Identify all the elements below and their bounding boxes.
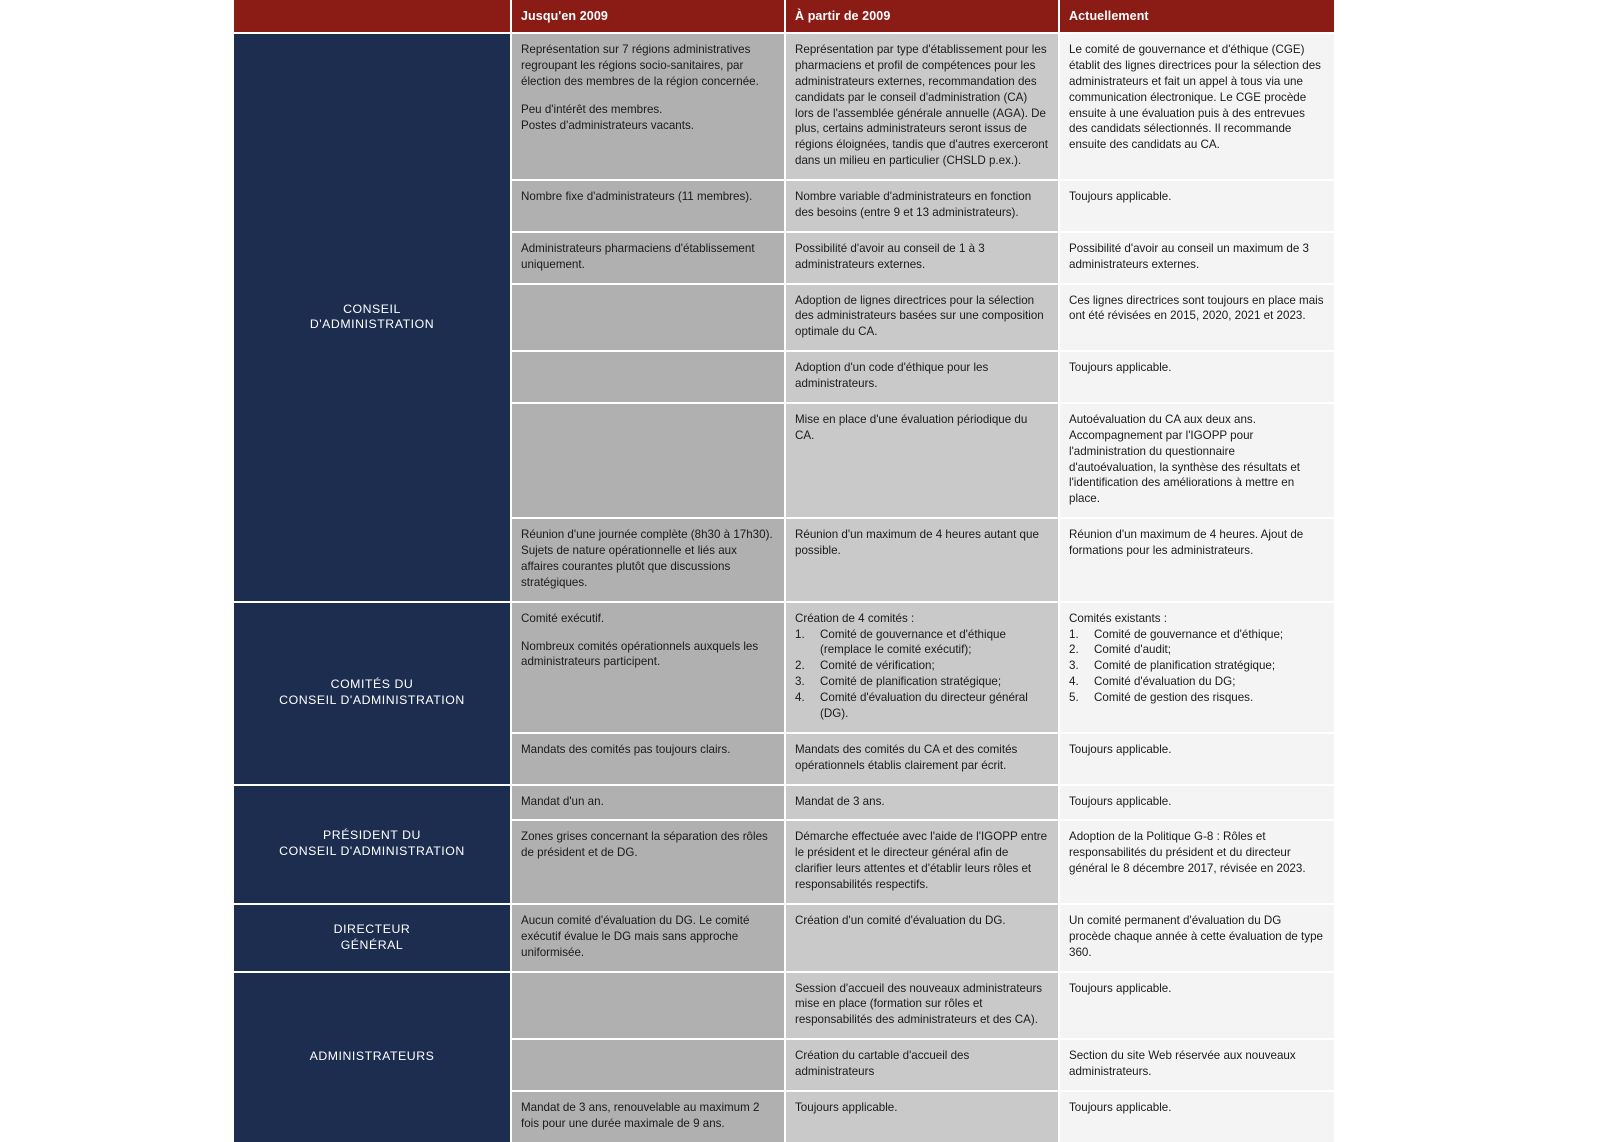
cell-paragraph: Toujours applicable. bbox=[1069, 981, 1172, 995]
category-label-line: COMITÉS DU bbox=[330, 677, 414, 692]
cell-paragraph: Mandats des comités du CA et des comités opérationnels établis clairement par écrit. bbox=[795, 742, 1018, 772]
governance-comparison-table bbox=[234, 0, 1334, 1130]
list-item: Comité d'évaluation du DG; bbox=[1094, 675, 1236, 689]
cell-col2 bbox=[786, 903, 1060, 971]
cell-col2 bbox=[786, 179, 1060, 231]
header-actuellement: Actuellement bbox=[1060, 0, 1334, 32]
table-row bbox=[234, 784, 1334, 820]
cell-paragraph: Comité exécutif. bbox=[521, 611, 605, 625]
cell-paragraph: Mandat d'un an. bbox=[521, 794, 604, 808]
cell-col3 bbox=[1060, 32, 1334, 179]
category-label-line: CONSEIL D'ADMINISTRATION bbox=[279, 693, 465, 708]
cell-paragraph: Mise en place d'une évaluation périodique du CA. bbox=[795, 412, 1028, 442]
cell-paragraph: Toujours applicable. bbox=[1069, 1100, 1172, 1114]
cell-paragraph: Nombre variable d'administrateurs en fonction des besoins (entre 9 et 13 administrateurs). bbox=[795, 190, 1032, 219]
cell-paragraph: Un comité permanent d'évaluation du DG procède chaque année à cette évaluation de type 360. bbox=[1069, 913, 1323, 959]
cell-paragraph: Toujours applicable. bbox=[1069, 361, 1172, 375]
cell-paragraph: Peu d'intérêt des membres. Postes d'administrateurs vacants. bbox=[521, 102, 694, 132]
table-row bbox=[234, 32, 1334, 179]
cell-paragraph: Toujours applicable. bbox=[795, 1100, 898, 1114]
cell-paragraph: Ces lignes directrices sont toujours en place mais ont été révisées en 2015, 2020, 2021 et 2023. bbox=[1069, 293, 1324, 323]
cell-paragraph: Adoption de lignes directrices pour la sélection des administrateurs basées sur une composition optimale du CA. bbox=[795, 293, 1044, 339]
category-label-line: D'ADMINISTRATION bbox=[309, 317, 435, 332]
cell-col1 bbox=[512, 402, 786, 517]
cell-col1 bbox=[512, 350, 786, 402]
table bbox=[234, 0, 1334, 1142]
cell-col2 bbox=[786, 231, 1060, 283]
table-row bbox=[234, 971, 1334, 1039]
cell-col3 bbox=[1060, 231, 1334, 283]
cell-col3 bbox=[1060, 1090, 1334, 1142]
cell-col2 bbox=[786, 283, 1060, 351]
cell-paragraph: Adoption d'un code d'éthique pour les administrateurs. bbox=[795, 361, 989, 390]
cell-col3 bbox=[1060, 283, 1334, 351]
cell-col3 bbox=[1060, 402, 1334, 517]
cell-col2 bbox=[786, 1038, 1060, 1090]
header-jusquen-2009: Jusqu'en 2009 bbox=[512, 0, 786, 32]
cell-col2 bbox=[786, 784, 1060, 820]
cell-paragraph: Toujours applicable. bbox=[1069, 742, 1172, 756]
cell-col1 bbox=[512, 732, 786, 784]
cell-col1 bbox=[512, 819, 786, 903]
cell-paragraph: Section du site Web réservée aux nouveaux administrateurs. bbox=[1069, 1049, 1296, 1078]
cell-paragraph: Mandat de 3 ans. bbox=[795, 794, 885, 808]
cell-paragraph: Administrateurs pharmaciens d'établissement uniquement. bbox=[521, 241, 755, 271]
cell-col2 bbox=[786, 1090, 1060, 1142]
cell-col1 bbox=[512, 1038, 786, 1090]
cell-paragraph: Toujours applicable. bbox=[1069, 794, 1172, 808]
list-item: Comité de gestion des risques. bbox=[1094, 691, 1254, 704]
list-item: Comité de planification stratégique; bbox=[820, 675, 1002, 689]
list-item: Comité de vérification; bbox=[820, 659, 935, 673]
cell-paragraph: Réunion d'un maximum de 4 heures. Ajout de formations pour les administrateurs. bbox=[1069, 528, 1304, 557]
cell-paragraph: Réunion d'une journée complète (8h30 à 17h30). Sujets de nature opérationnelle et liés aux affaires courantes plutôt que discussions stratégiques. bbox=[521, 528, 773, 589]
cell-col2 bbox=[786, 517, 1060, 601]
table-row bbox=[234, 601, 1334, 732]
list-item: Comité d'audit; bbox=[1094, 643, 1171, 657]
cell-col2 bbox=[786, 402, 1060, 517]
cell-col2 bbox=[786, 350, 1060, 402]
cell-paragraph: Aucun comité d'évaluation du DG. Le comité exécutif évalue le DG mais sans approche uniformisée. bbox=[521, 913, 750, 959]
category-cell-conseil-administration bbox=[234, 32, 512, 601]
cell-col1 bbox=[512, 231, 786, 283]
cell-col3 bbox=[1060, 350, 1334, 402]
category-cell-administrateurs bbox=[234, 971, 512, 1142]
cell-paragraph: Création d'un comité d'évaluation du DG. bbox=[795, 913, 1006, 927]
cell-col2 bbox=[786, 971, 1060, 1039]
list-heading: Comités existants : bbox=[1069, 611, 1167, 625]
list-item: Comité d'évaluation du directeur général (DG). bbox=[820, 691, 1028, 720]
cell-paragraph: Démarche effectuée avec l'aide de l'IGOPP entre le président et le directeur général afin de clarifier leurs attentes et d'établir leurs rôles et responsabilités respectifs. bbox=[795, 830, 1048, 891]
category-label-line: DIRECTEUR bbox=[333, 921, 411, 936]
table-row bbox=[234, 903, 1334, 971]
cell-col3 bbox=[1060, 819, 1334, 903]
cell-col2 bbox=[786, 819, 1060, 903]
category-label-line: CONSEIL D'ADMINISTRATION bbox=[279, 844, 465, 859]
cell-paragraph: Représentation sur 7 régions administratives regroupant les régions socio-sanitaires, par élection des membres de la région concernée. bbox=[521, 43, 759, 88]
cell-col3 bbox=[1060, 1038, 1334, 1090]
cell-col3 bbox=[1060, 179, 1334, 231]
cell-col1 bbox=[512, 1090, 786, 1142]
cell-paragraph: Adoption de la Politique G-8 : Rôles et responsabilités du président et du directeur général le 8 décembre 2017, révisée en 2023. bbox=[1069, 830, 1306, 876]
cell-col3 bbox=[1060, 784, 1334, 820]
cell-paragraph: Session d'accueil des nouveaux administrateurs mise en place (formation sur rôles et responsabilités des administrateurs et des CA). bbox=[795, 981, 1043, 1027]
cell-paragraph: Toujours applicable. bbox=[1069, 190, 1172, 203]
category-cell-president-conseil-administration bbox=[234, 784, 512, 903]
category-label-line: PRÉSIDENT DU bbox=[323, 828, 421, 843]
cell-col1 bbox=[512, 179, 786, 231]
cell-paragraph: Nombreux comités opérationnels auxquels les administrateurs participent. bbox=[521, 639, 759, 669]
cell-col3 bbox=[1060, 971, 1334, 1039]
list-heading: Création de 4 comités : bbox=[795, 611, 915, 625]
list-item: Comité de planification stratégique; bbox=[1094, 659, 1276, 673]
cell-paragraph: Réunion d'un maximum de 4 heures autant que possible. bbox=[795, 528, 1039, 557]
cell-paragraph: Possibilité d'avoir au conseil un maximum de 3 administrateurs externes. bbox=[1069, 241, 1309, 271]
cell-paragraph: Autoévaluation du CA aux deux ans. Accompagnement par l'IGOPP pour l'administration du questionnaire d'autoévaluation, la synthèse des résultats et l'identification des améliorations à mettre en place. bbox=[1069, 412, 1301, 506]
cell-col1 bbox=[512, 784, 786, 820]
numbered-list bbox=[795, 627, 1048, 722]
table-header bbox=[234, 0, 1334, 32]
category-cell-directeur-general bbox=[234, 903, 512, 971]
cell-col3 bbox=[1060, 903, 1334, 971]
category-label-line: GÉNÉRAL bbox=[340, 937, 404, 952]
list-item: Comité de gouvernance et d'éthique (remplace le comité exécutif); bbox=[820, 627, 1006, 657]
cell-col1 bbox=[512, 283, 786, 351]
cell-col1 bbox=[512, 517, 786, 601]
cell-col2 bbox=[786, 732, 1060, 784]
cell-paragraph: Création du cartable d'accueil des administrateurs bbox=[795, 1049, 970, 1078]
header-row bbox=[234, 0, 1334, 32]
category-cell-comites-conseil-administration bbox=[234, 601, 512, 784]
cell-paragraph: Nombre fixe d'administrateurs (11 membres). bbox=[521, 190, 753, 203]
category-label-line: CONSEIL bbox=[343, 301, 401, 316]
cell-col3 bbox=[1060, 601, 1334, 732]
cell-paragraph: Zones grises concernant la séparation des rôles de président et de DG. bbox=[521, 830, 768, 860]
header-a-partir-de-2009: À partir de 2009 bbox=[786, 0, 1060, 32]
list-item: Comité de gouvernance et d'éthique; bbox=[1094, 627, 1284, 641]
cell-col3 bbox=[1060, 732, 1334, 784]
cell-col3 bbox=[1060, 517, 1334, 601]
table-body bbox=[234, 32, 1334, 1142]
cell-col1 bbox=[512, 971, 786, 1039]
cell-paragraph: Le comité de gouvernance et d'éthique (CGE) établit des lignes directrices pour la sélection des administrateurs et fait un appel à tous via une communication électronique. Le CGE procède ensuite à une évaluation puis à des entrevues des candidats sélectionnés. Il recommande ensuite des candidats au CA. bbox=[1069, 43, 1321, 152]
category-label-line: ADMINISTRATEURS bbox=[309, 1049, 435, 1064]
cell-col1 bbox=[512, 32, 786, 179]
numbered-list bbox=[1069, 627, 1324, 706]
header-corner bbox=[234, 0, 512, 32]
cell-col2 bbox=[786, 601, 1060, 732]
cell-paragraph: Mandat de 3 ans, renouvelable au maximum 2 fois pour une durée maximale de 9 ans. bbox=[521, 1100, 760, 1130]
cell-paragraph: Mandats des comités pas toujours clairs. bbox=[521, 742, 731, 756]
cell-paragraph: Possibilité d'avoir au conseil de 1 à 3 administrateurs externes. bbox=[795, 241, 985, 271]
cell-col1 bbox=[512, 903, 786, 971]
cell-paragraph: Représentation par type d'établissement pour les pharmaciens et profil de compétences pour les administrateurs externes, recommandation des candidats par le conseil d'administration (CA) lors de l'assemblée générale annuelle (AGA). De plus, certains administrateurs seront issus de régions éloignées, tandis que d'autres exerceront dans un milieu en particulier (CHSLD p.ex.). bbox=[795, 43, 1048, 168]
cell-col2 bbox=[786, 32, 1060, 179]
cell-col1 bbox=[512, 601, 786, 732]
